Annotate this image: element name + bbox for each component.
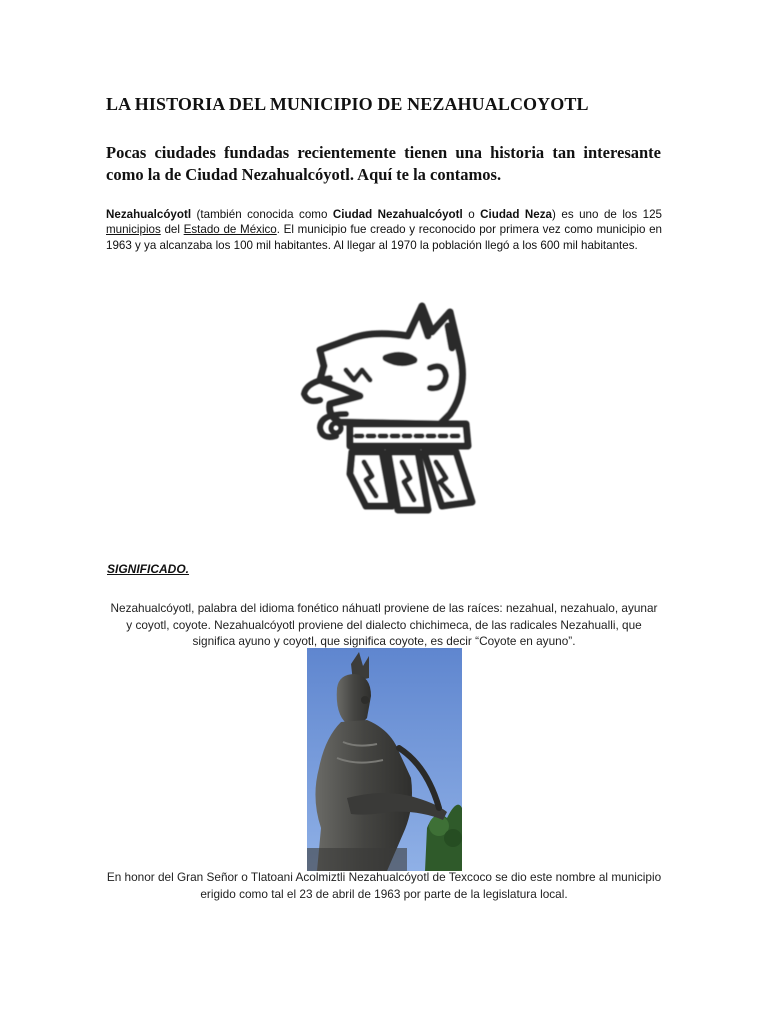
intro-alt-name-1: Ciudad Nezahualcóyotl — [332, 208, 463, 221]
section-heading-significado: SIGNIFICADO. — [107, 562, 190, 576]
intro-paragraph — [106, 207, 662, 253]
intro-text-2: o — [462, 208, 481, 221]
coyote-glyph-icon — [290, 296, 490, 518]
estado-de-mexico-link[interactable]: Estado de México — [183, 223, 277, 237]
document-title: LA HISTORIA DEL MUNICIPIO DE NEZAHUALCOYOTL — [106, 94, 589, 114]
meaning-paragraph: Nezahualcóyotl, palabra del idioma fonético náhuatl proviene de las raíces: nezahual, nezahualo, ayunar y coyotl, coyote. Nezahualcóyotl proviene del dialecto chichimeca, de las radicales Nezahualli, que significa ayuno y coyotl, que significa coyote, es decir “Coyote en ayuno”. — [110, 601, 658, 648]
statue-caption: En honor del Gran Señor o Tlatoani Acolmiztli Nezahualcóyotl de Texcoco se dio este nombre al municipio erigido como tal el 23 de abril de 1963 por parte de la legislatura local. — [106, 870, 662, 901]
document-subtitle: Pocas ciudades fundadas recientemente tienen una historia tan interesante como la de Ciudad Nezahualcóyotl. Aquí te la contamos. — [106, 143, 661, 184]
intro-text-3: ) es uno de los 125 — [552, 208, 662, 221]
intro-alt-name-2: Ciudad Neza — [480, 208, 553, 221]
municipios-link[interactable]: municipios — [106, 223, 161, 237]
statue-photo — [307, 648, 462, 871]
intro-text-4: del — [160, 223, 184, 237]
intro-text-5: . El municipio fue creado y reconocido por primera vez como municipio en 1963 y ya alcanzaba los 100 mil habitantes. Al llegar al 1970 la población llegó a los 600 mil habitantes. — [106, 223, 663, 252]
intro-name: Nezahualcóyotl — [106, 208, 192, 221]
intro-text-1: (también conocida como — [191, 208, 333, 221]
